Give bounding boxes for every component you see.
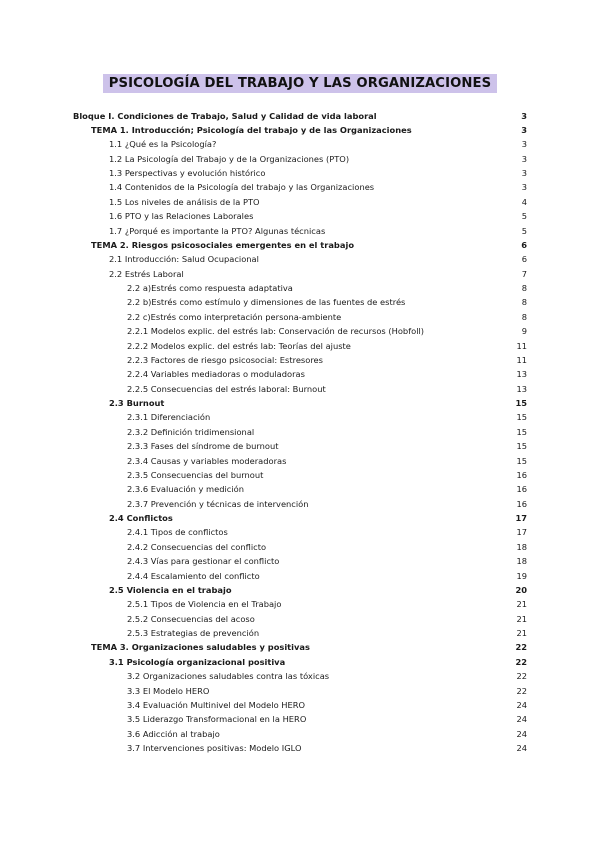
toc-entry[interactable] [0, 626, 600, 640]
toc-entry[interactable] [0, 497, 600, 511]
toc-entry-label: 2.3.1 Diferenciación [127, 412, 211, 423]
toc-entry-page-number: 21 [516, 613, 527, 624]
toc-entry-label: 1.3 Perspectivas y evolución histórico [109, 168, 266, 178]
toc-entry-page-number: 9 [521, 326, 527, 337]
toc-entry[interactable] [0, 612, 600, 626]
toc-entry-page-number: 24 [516, 743, 527, 753]
toc-entry-page-number: 17 [516, 527, 527, 538]
toc-entry[interactable] [0, 267, 600, 281]
toc-entry-label: TEMA 3. Organizaciones saludables y positivas [91, 642, 310, 653]
toc-entry-label: 2.1 Introducción: Salud Ocupacional [109, 254, 259, 265]
toc-entry[interactable] [0, 698, 600, 712]
toc-entry-page-number: 21 [516, 599, 527, 610]
toc-entry[interactable] [0, 425, 600, 439]
table-of-contents [0, 109, 600, 756]
toc-entry[interactable] [0, 295, 600, 309]
toc-entry-label: 2.3.2 Definición tridimensional [127, 426, 255, 437]
toc-entry-page-number: 3 [521, 139, 527, 150]
toc-entry[interactable] [0, 109, 600, 123]
toc-entry[interactable] [0, 669, 600, 683]
toc-entry-page-number: 3 [521, 153, 527, 164]
toc-entry-page-number: 15 [516, 412, 527, 423]
toc-entry-page-number: 22 [515, 642, 527, 653]
toc-entry-page-number: 24 [516, 728, 527, 739]
toc-entry-label: 3.2 Organizaciones saludables contra las tóxicas [127, 671, 330, 682]
toc-entry-page-number: 15 [515, 398, 527, 408]
toc-entry-label: Bloque I. Condiciones de Trabajo, Salud y Calidad de vida laboral [73, 110, 377, 121]
toc-entry[interactable] [0, 180, 600, 194]
toc-entry-label: 2.3.4 Causas y variables moderadoras [127, 455, 287, 466]
title-container [0, 72, 600, 93]
toc-entry-page-number: 13 [516, 383, 527, 394]
toc-entry[interactable] [0, 540, 600, 554]
toc-entry[interactable] [0, 224, 600, 238]
toc-entry-page-number: 18 [516, 556, 527, 567]
toc-entry-label: 2.2 Estrés Laboral [109, 268, 184, 279]
toc-entry-page-number: 11 [516, 354, 527, 365]
toc-entry-label: 2.3.6 Evaluación y medición [127, 484, 244, 495]
toc-entry[interactable] [0, 569, 600, 583]
toc-entry-label: 2.2.3 Factores de riesgo psicosocial: Estresores [127, 354, 323, 365]
toc-entry-page-number: 8 [521, 297, 527, 308]
toc-entry-label: 2.4.2 Consecuencias del conflicto [127, 541, 267, 552]
toc-entry-page-number: 3 [521, 168, 527, 178]
toc-entry[interactable] [0, 684, 600, 698]
toc-entry[interactable] [0, 209, 600, 223]
toc-entry[interactable] [0, 640, 600, 654]
toc-entry[interactable] [0, 454, 600, 468]
toc-entry-page-number: 20 [515, 584, 527, 595]
toc-entry-page-number: 3 [521, 110, 527, 121]
toc-entry-label: 2.2 a)Estrés como respuesta adaptativa [127, 283, 293, 293]
toc-entry[interactable] [0, 252, 600, 266]
toc-entry-label: 1.6 PTO y las Relaciones Laborales [109, 211, 254, 222]
toc-entry[interactable] [0, 353, 600, 367]
toc-entry[interactable] [0, 439, 600, 453]
toc-entry[interactable] [0, 123, 600, 137]
toc-entry-page-number: 15 [516, 455, 527, 466]
toc-entry[interactable] [0, 482, 600, 496]
toc-entry-label: 2.5.3 Estrategias de prevención [127, 628, 260, 638]
toc-entry[interactable] [0, 195, 600, 209]
toc-entry[interactable] [0, 382, 600, 396]
toc-entry-label: 3.1 Psicología organizacional positiva [109, 656, 286, 667]
toc-entry-label: 2.2.1 Modelos explic. del estrés lab: Conservación de recursos (Hobfoll) [127, 326, 425, 337]
toc-entry-page-number: 13 [516, 369, 527, 380]
toc-entry-label: 3.5 Liderazgo Transformacional en la HERO [127, 714, 307, 725]
toc-entry-label: 2.4 Conflictos [109, 513, 173, 523]
toc-entry-page-number: 18 [516, 541, 527, 552]
toc-entry-page-number: 22 [516, 671, 527, 682]
toc-entry-page-number: 24 [516, 699, 527, 710]
toc-entry-page-number: 6 [521, 254, 527, 265]
toc-entry-label: 1.7 ¿Porqué es importante la PTO? Algunas técnicas [109, 225, 326, 236]
toc-entry-page-number: 16 [516, 484, 527, 495]
toc-entry[interactable] [0, 137, 600, 151]
toc-entry-label: 3.6 Adicción al trabajo [127, 728, 220, 739]
toc-entry[interactable] [0, 339, 600, 353]
toc-entry-page-number: 17 [515, 513, 527, 523]
toc-entry[interactable] [0, 511, 600, 525]
toc-entry-label: 2.3 Burnout [109, 398, 165, 408]
toc-entry-label: TEMA 2. Riesgos psicosociales emergentes en el trabajo [91, 239, 355, 250]
toc-entry-label: 2.2.4 Variables mediadoras o moduladoras [127, 369, 305, 380]
toc-entry-label: 2.2 b)Estrés como estímulo y dimensiones de las fuentes de estrés [127, 297, 406, 308]
toc-entry-label: 1.2 La Psicología del Trabajo y de la Organizaciones (PTO) [109, 153, 350, 164]
toc-entry[interactable] [0, 281, 600, 295]
toc-entry-page-number: 24 [516, 714, 527, 725]
toc-entry-page-number: 15 [516, 441, 527, 452]
toc-entry-page-number: 8 [521, 311, 527, 322]
toc-entry-label: 2.5.1 Tipos de Violencia en el Trabajo [127, 599, 282, 610]
toc-entry[interactable] [0, 152, 600, 166]
toc-entry-page-number: 5 [521, 225, 527, 236]
toc-entry-page-number: 16 [516, 498, 527, 509]
toc-entry-page-number: 7 [521, 268, 527, 279]
toc-entry-label: 2.5.2 Consecuencias del acoso [127, 613, 255, 624]
toc-entry[interactable] [0, 597, 600, 611]
toc-entry[interactable] [0, 727, 600, 741]
toc-entry[interactable] [0, 712, 600, 726]
toc-entry-page-number: 3 [521, 124, 527, 135]
toc-entry[interactable] [0, 324, 600, 338]
toc-entry[interactable] [0, 741, 600, 755]
toc-entry-page-number: 22 [515, 656, 527, 667]
toc-entry-label: 2.3.5 Consecuencias del burnout [127, 469, 264, 480]
toc-entry[interactable] [0, 468, 600, 482]
toc-entry-label: 2.4.1 Tipos de conflictos [127, 527, 228, 538]
toc-entry[interactable] [0, 554, 600, 568]
toc-entry-page-number: 19 [516, 570, 527, 581]
toc-entry-label: 2.5 Violencia en el trabajo [109, 584, 232, 595]
toc-entry-label: 2.2 c)Estrés como interpretación persona-ambiente [127, 311, 342, 322]
toc-entry[interactable] [0, 238, 600, 252]
toc-entry-page-number: 5 [521, 211, 527, 222]
toc-entry-label: 2.3.3 Fases del síndrome de burnout [127, 441, 279, 452]
toc-entry-label: 2.2.2 Modelos explic. del estrés lab: Teorías del ajuste [127, 340, 351, 351]
toc-entry-label: 3.3 El Modelo HERO [127, 685, 210, 696]
toc-entry-label: 1.1 ¿Qué es la Psicología? [109, 139, 217, 150]
toc-entry-page-number: 16 [516, 469, 527, 480]
toc-entry-label: 2.4.4 Escalamiento del conflicto [127, 570, 260, 581]
toc-entry-label: 1.4 Contenidos de la Psicología del trabajo y las Organizaciones [109, 182, 375, 193]
toc-entry-page-number: 15 [516, 426, 527, 437]
toc-entry-page-number: 8 [521, 283, 527, 293]
toc-entry[interactable] [0, 525, 600, 539]
toc-entry-page-number: 11 [516, 340, 527, 351]
toc-entry[interactable] [0, 310, 600, 324]
toc-entry-label: 3.4 Evaluación Multinivel del Modelo HERO [127, 699, 306, 710]
toc-entry[interactable] [0, 367, 600, 381]
toc-entry-page-number: 6 [521, 239, 527, 250]
toc-entry-label: 2.2.5 Consecuencias del estrés laboral: Burnout [127, 383, 326, 394]
toc-entry-page-number: 3 [521, 182, 527, 193]
toc-entry-label: 2.3.7 Prevención y técnicas de intervención [127, 498, 309, 509]
toc-entry-page-number: 21 [516, 628, 527, 638]
toc-entry[interactable] [0, 396, 600, 410]
toc-entry[interactable] [0, 166, 600, 180]
toc-entry[interactable] [0, 655, 600, 669]
toc-entry-label: 2.4.3 Vías para gestionar el conflicto [127, 556, 280, 567]
document-title: PSICOLOGÍA DEL TRABAJO Y LAS ORGANIZACIONES [103, 74, 498, 93]
toc-entry-label: 1.5 Los niveles de análisis de la PTO [109, 196, 260, 207]
toc-entry-page-number: 22 [516, 685, 527, 696]
toc-entry-page-number: 4 [521, 196, 527, 207]
toc-entry-label: 3.7 Intervenciones positivas: Modelo IGLO [127, 743, 302, 753]
toc-entry[interactable] [0, 410, 600, 424]
toc-entry-label: TEMA 1. Introducción; Psicología del trabajo y de las Organizaciones [91, 124, 412, 135]
toc-entry[interactable] [0, 583, 600, 597]
